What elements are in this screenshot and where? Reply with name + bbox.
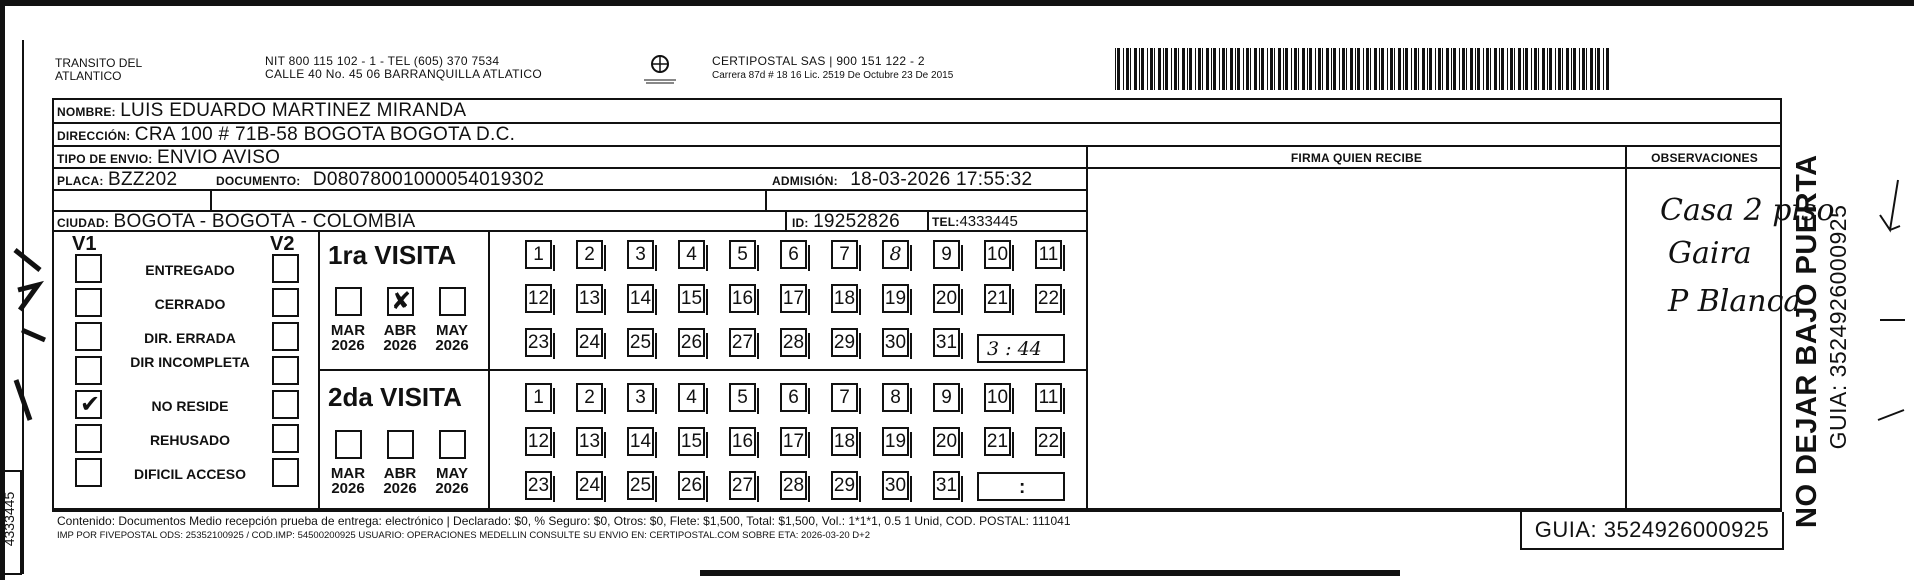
- placa-cell: [57, 169, 177, 191]
- visit2-day-box[interactable]: 20: [933, 427, 960, 456]
- tel-label: TEL:: [932, 215, 960, 229]
- issuer-line2: ATLANTICO: [55, 69, 122, 83]
- obs-col-left: [1625, 145, 1627, 510]
- imp-line: IMP POR FIVEPOSTAL ODS: 25352100925 / COD.IMP: 54500200925 USUARIO: OPERACIONES MEDELLIN CONSULTE SU ENVIO EN: CERTIPOSTAL.COM SOBRE ETA: 2026-03-20 D+2: [57, 530, 870, 541]
- check-mark-icon: ✔: [80, 391, 101, 418]
- tipo-label: TIPO DE ENVIO:: [57, 152, 153, 166]
- visit1-day-box[interactable]: 12: [525, 284, 552, 313]
- visit2-day-box[interactable]: 10: [984, 383, 1011, 412]
- certipostal-logo-svg: [640, 52, 680, 86]
- visit1-day-box[interactable]: 25: [627, 328, 654, 357]
- status-v1-checkbox[interactable]: [75, 458, 102, 487]
- visit1-day-box[interactable]: 30: [882, 328, 909, 357]
- visit1-day-box[interactable]: 22: [1035, 284, 1062, 313]
- month-checkbox[interactable]: [387, 430, 414, 459]
- visit2-day-box[interactable]: 13: [576, 427, 603, 456]
- documento-cell: [216, 169, 544, 191]
- month-label: [431, 466, 473, 496]
- visit2-day-box[interactable]: 2: [576, 383, 603, 412]
- visit2-day-box[interactable]: 26: [678, 471, 705, 500]
- obs-handwriting: [1660, 192, 1835, 326]
- visit1-title: 1ra VISITA: [328, 240, 457, 270]
- visit2-day-box[interactable]: 19: [882, 427, 909, 456]
- visit1-day-box[interactable]: 9: [933, 240, 960, 269]
- footer-divider: [52, 508, 1782, 510]
- month-label: [379, 323, 421, 353]
- right-scribble: [1860, 160, 1910, 460]
- month-label: [379, 466, 421, 496]
- month-year: 2026: [435, 480, 469, 497]
- status-label: ENTREGADO: [145, 262, 235, 278]
- month-checkbox[interactable]: [335, 430, 362, 459]
- visit2-day-box[interactable]: 4: [678, 383, 705, 412]
- visit2-day-box[interactable]: 29: [831, 471, 858, 500]
- status-label: REHUSADO: [149, 432, 231, 448]
- visit1-day-box[interactable]: 2: [576, 240, 603, 269]
- visit1-day-box[interactable]: 14: [627, 284, 654, 313]
- visit1-day-box[interactable]: 11: [1035, 240, 1062, 269]
- visit2-day-box[interactable]: 3: [627, 383, 654, 412]
- right-scribble-svg: [1860, 160, 1910, 460]
- visit2-day-box[interactable]: 27: [729, 471, 756, 500]
- month-name: MAR: [330, 465, 366, 482]
- visit2-day-box[interactable]: 6: [780, 383, 807, 412]
- left-scribble-svg: [10, 230, 50, 430]
- address-line: CALLE 40 No. 45 06 BARRANQUILLA ATLATICO: [265, 67, 543, 81]
- firma-header: FIRMA QUIEN RECIBE: [1290, 151, 1423, 165]
- visit2-day-box[interactable]: 21: [984, 427, 1011, 456]
- guia-box-text: GUIA: 3524926000925: [1534, 517, 1770, 542]
- status-v1-checkbox[interactable]: [75, 322, 102, 351]
- id-tel-divider: [927, 210, 929, 230]
- month-name: MAY: [436, 322, 468, 339]
- doc-adm-divider: [765, 189, 767, 210]
- status-label: DIR INCOMPLETA: [130, 354, 250, 370]
- no-dejar-text: NO DEJAR BAJO PUERTA: [1791, 154, 1823, 528]
- visit1-day-box[interactable]: 1: [525, 240, 552, 269]
- tel-value: 4333445: [959, 213, 1018, 230]
- month-label: [327, 323, 369, 353]
- status-v1-checkbox[interactable]: [75, 288, 102, 317]
- visit2-day-box[interactable]: 25: [627, 471, 654, 500]
- month-year: 2026: [383, 480, 417, 497]
- visit2-day-box[interactable]: 5: [729, 383, 756, 412]
- visit1-day-box[interactable]: 20: [933, 284, 960, 313]
- id-cell: [792, 211, 900, 233]
- placa-label: PLACA:: [57, 174, 104, 188]
- month-checkbox[interactable]: [387, 287, 414, 316]
- status-v1-checkbox[interactable]: [75, 356, 102, 385]
- month-year: 2026: [331, 337, 365, 354]
- status-label: DIFICIL ACCESO: [133, 466, 246, 482]
- status-v2-checkbox[interactable]: [272, 322, 299, 351]
- guia-box: [1520, 512, 1784, 550]
- visit2-day-box[interactable]: 9: [933, 383, 960, 412]
- visit2-day-box[interactable]: 30: [882, 471, 909, 500]
- id-label: ID:: [792, 216, 809, 230]
- visit1-time-value: 3 : 44: [987, 338, 1042, 360]
- month-name: ABR: [383, 465, 417, 482]
- visit2-day-box[interactable]: 16: [729, 427, 756, 456]
- status-v2-checkbox[interactable]: [272, 390, 299, 419]
- month-label: [327, 466, 369, 496]
- ciudad-value: BOGOTA - BOGOTÁ - COLOMBIA: [113, 211, 416, 232]
- visit2-day-box[interactable]: 14: [627, 427, 654, 456]
- status-label: CERRADO: [154, 296, 226, 312]
- scan-bottom-edge: [700, 570, 1400, 576]
- status-v1-checkbox[interactable]: [75, 390, 102, 419]
- nit-line: NIT 800 115 102 - 1 - TEL (605) 370 7534: [265, 54, 500, 68]
- visit1-day-box[interactable]: 8: [882, 240, 909, 269]
- visit2-day-box[interactable]: 24: [576, 471, 603, 500]
- visit2-time-box[interactable]: [977, 472, 1065, 501]
- barcode-svg: [1115, 48, 1615, 93]
- issuer-block: [55, 57, 215, 83]
- tipo-value: ENVIO AVISO: [156, 147, 281, 168]
- issuer-line1: TRANSITO DEL: [55, 56, 143, 70]
- v1-label: V1: [72, 233, 97, 255]
- visits-h-divider: [318, 369, 1086, 371]
- visit1-day-box[interactable]: 31: [933, 328, 960, 357]
- direccion-value: CRA 100 # 71B-58 BOGOTA BOGOTA D.C.: [134, 124, 516, 145]
- ciudad-id-divider: [785, 210, 787, 230]
- status-v2-checkbox[interactable]: [272, 288, 299, 317]
- visit1-day-box[interactable]: 4: [678, 240, 705, 269]
- left-tel-text: 4333445: [1, 491, 17, 547]
- visit1-day-box[interactable]: 6: [780, 240, 807, 269]
- status-label: DIR. ERRADA: [144, 330, 236, 346]
- documento-value: D08078001000054019302: [312, 169, 545, 190]
- visit2-day-box[interactable]: 11: [1035, 383, 1062, 412]
- visit1-day-box[interactable]: 5: [729, 240, 756, 269]
- nombre-value: LUIS EDUARDO MARTINEZ MIRANDA: [120, 100, 467, 121]
- visit1-day-box[interactable]: 29: [831, 328, 858, 357]
- guia-vertical-text: GUIA: 3524926000925: [1825, 204, 1851, 450]
- admision-cell: [772, 169, 1032, 191]
- firma-col-left: [1086, 145, 1088, 510]
- no-dejar-vertical: [1791, 154, 1829, 528]
- courier-line2: Carrera 87d # 18 16 Lic. 2519 De Octubre 23 De 2015: [712, 70, 954, 81]
- obs-line1: Casa 2 piso: [1660, 193, 1835, 228]
- visit2-day-box[interactable]: 15: [678, 427, 705, 456]
- admision-value: 18-03-2026 17:55:32: [850, 169, 1033, 190]
- status-v2-checkbox[interactable]: [272, 424, 299, 453]
- visit2-day-box[interactable]: 22: [1035, 427, 1062, 456]
- visit1-day-box[interactable]: 27: [729, 328, 756, 357]
- status-v2-checkbox[interactable]: [272, 458, 299, 487]
- tipo-row: [57, 147, 280, 169]
- issuer-contact: [265, 55, 635, 81]
- observaciones-header: OBSERVACIONES: [1651, 151, 1758, 165]
- status-v1-checkbox[interactable]: [75, 424, 102, 453]
- visit1-time-box[interactable]: [977, 334, 1065, 363]
- visit2-day-box[interactable]: 23: [525, 471, 552, 500]
- courier-block: [712, 55, 1112, 81]
- contenido-line: Contenido: Documentos Medio recepción prueba de entrega: electrónico | Declarado: $0, % Seguro: $0, Otros: $0, Flete: $1,500, Total: $1,500, Vol.: 1*1*1, 0.5 1 Unid, COD. POSTAL: 111041: [57, 514, 1071, 528]
- id-value: 19252826: [813, 211, 900, 232]
- month-name: ABR: [383, 322, 417, 339]
- check-mark-icon: ✘: [391, 288, 412, 315]
- visit2-day-box[interactable]: 31: [933, 471, 960, 500]
- visit2-title: 2da VISITA: [328, 382, 462, 412]
- guia-vertical: [1825, 167, 1855, 487]
- month-name: MAY: [436, 465, 468, 482]
- visit1-day-box[interactable]: 24: [576, 328, 603, 357]
- visit2-day-box[interactable]: 28: [780, 471, 807, 500]
- ciudad-label: CIUDAD:: [57, 216, 110, 230]
- visit2-day-box[interactable]: 1: [525, 383, 552, 412]
- visit2-day-box[interactable]: 17: [780, 427, 807, 456]
- visit1-day-box[interactable]: 10: [984, 240, 1011, 269]
- status-v1-checkbox[interactable]: [75, 254, 102, 283]
- visit2-time-value: :: [1019, 477, 1026, 498]
- month-checkbox[interactable]: [439, 287, 466, 316]
- visit1-day-box[interactable]: 13: [576, 284, 603, 313]
- footer-content: [57, 514, 1527, 543]
- status-v2-checkbox[interactable]: [272, 356, 299, 385]
- direccion-row: [57, 124, 515, 146]
- month-checkbox[interactable]: [439, 430, 466, 459]
- month-year: 2026: [435, 337, 469, 354]
- status-label: NO RESIDE: [151, 398, 229, 414]
- visit2-day-box[interactable]: 18: [831, 427, 858, 456]
- visit1-day-box[interactable]: 23: [525, 328, 552, 357]
- ciudad-cell: [57, 211, 416, 233]
- nombre-label: NOMBRE:: [57, 105, 116, 119]
- month-year: 2026: [383, 337, 417, 354]
- visit1-day-box[interactable]: 28: [780, 328, 807, 357]
- visit2-day-box[interactable]: 12: [525, 427, 552, 456]
- left-scribble: [10, 230, 50, 430]
- visit1-day-box[interactable]: 17: [780, 284, 807, 313]
- visit1-day-box[interactable]: 7: [831, 240, 858, 269]
- visit1-day-box[interactable]: 18: [831, 284, 858, 313]
- month-name: MAR: [330, 322, 366, 339]
- status-v2-checkbox[interactable]: [272, 254, 299, 283]
- month-checkbox[interactable]: [335, 287, 362, 316]
- visit1-day-box[interactable]: 21: [984, 284, 1011, 313]
- visit1-day-box[interactable]: 16: [729, 284, 756, 313]
- scan-top-edge: [0, 0, 1914, 6]
- visit1-day-box[interactable]: 26: [678, 328, 705, 357]
- v2-label: V2: [270, 233, 295, 255]
- documento-label: DOCUMENTO:: [216, 174, 301, 188]
- visit2-day-box[interactable]: 7: [831, 383, 858, 412]
- direccion-label: DIRECCIÓN:: [57, 129, 131, 143]
- visit2-day-box[interactable]: 8: [882, 383, 909, 412]
- placa-value: BZZ202: [107, 169, 178, 190]
- month-label: [431, 323, 473, 353]
- visit1-day-box[interactable]: 15: [678, 284, 705, 313]
- month-year: 2026: [331, 480, 365, 497]
- tel-cell: [932, 213, 1018, 231]
- visit1-day-box[interactable]: 3: [627, 240, 654, 269]
- nombre-row: [57, 100, 466, 122]
- obs-line2: Gaira: [1668, 236, 1752, 271]
- certipostal-logo-icon: [640, 52, 680, 86]
- courier-line1: CERTIPOSTAL SAS | 900 151 122 - 2: [712, 54, 925, 68]
- admision-label: ADMISIÓN:: [772, 174, 838, 188]
- left-tel-vertical: [1, 479, 19, 559]
- barcode-icon: [1115, 48, 1615, 93]
- visit1-day-box[interactable]: 19: [882, 284, 909, 313]
- obs-line3: P Blanca: [1668, 284, 1802, 319]
- placa-doc-divider: [210, 189, 212, 210]
